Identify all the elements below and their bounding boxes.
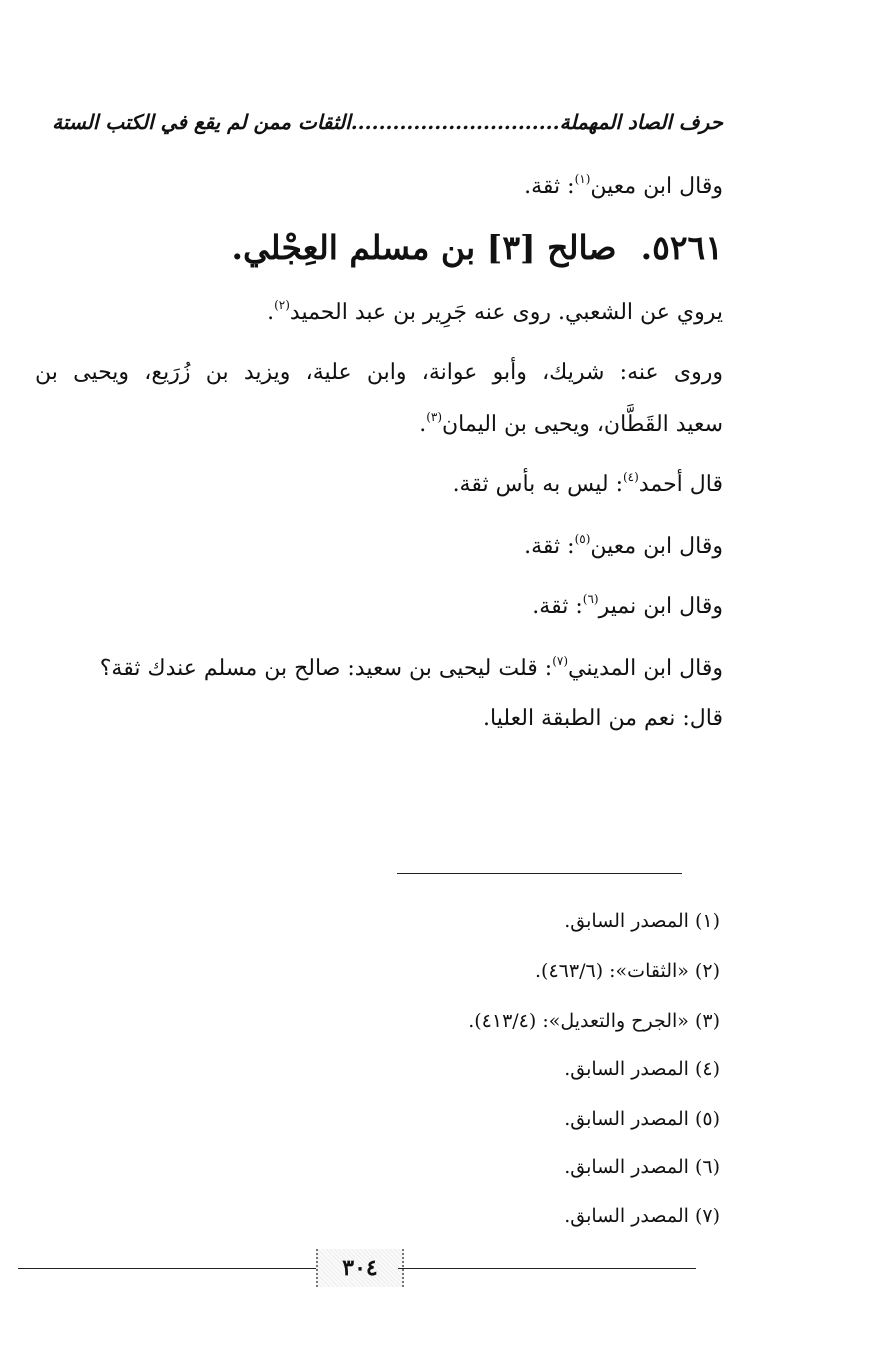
entry-title: صالح [٣] بن مسلم العِجْلي.	[231, 228, 617, 267]
footnote-ref-2: (٢)	[274, 298, 290, 312]
footnote-3: (٣) «الجرح والتعديل»: (٤١٣/٤).	[468, 1010, 720, 1032]
footnote-1: (١) المصدر السابق.	[564, 910, 720, 932]
body-line-5: قال أحمد$^{(٤)}$: ليس به بأس ثقة.	[452, 470, 723, 497]
footnote-ref-4: (٤)	[622, 470, 639, 484]
footnote-4: (٤) المصدر السابق.	[564, 1058, 720, 1080]
footnote-ref-6: (٦)	[582, 592, 599, 606]
header-dots: ..............................	[350, 110, 560, 134]
page-number: ٣٠٤	[316, 1249, 404, 1287]
entry-heading	[232, 228, 723, 267]
running-header	[50, 110, 723, 144]
footnote-2: (٢) «الثقات»: (٤٦٣/٦).	[535, 960, 720, 982]
bottom-rule-right	[398, 1268, 696, 1269]
body-line-3: وروى عنه: شريك، وأبو عوانة، وابن علية، ويزيد بن زُرَيع، ويحيى بن	[35, 360, 723, 385]
header-right-title: الثقات ممن لم يقع في الكتب الستة	[52, 110, 351, 134]
body-line-9: قال: نعم من الطبقة العليا.	[483, 706, 723, 731]
body-line-8: وقال ابن المديني$^{(٧)}$: قلت ليحيى بن سعيد: صالح بن مسلم عندك ثقة؟	[99, 654, 723, 681]
footnote-5: (٥) المصدر السابق.	[564, 1108, 720, 1130]
header-left-title: حرف الصاد المهملة	[559, 110, 723, 134]
bottom-rule-left	[18, 1268, 316, 1269]
body-line-6: وقال ابن معين$^{(٥)}$: ثقة.	[524, 532, 723, 559]
footnote-ref-3: (٣)	[426, 410, 443, 424]
body-line-1: وقال ابن معين$^{(١)}$: ثقة.	[524, 172, 723, 199]
footnote-ref-1: (١)	[574, 172, 591, 186]
entry-number: ٥٢٦١.	[640, 228, 723, 267]
body-line-7: وقال ابن نمير$^{(٦)}$: ثقة.	[532, 592, 723, 619]
footnote-separator	[397, 873, 682, 874]
footnote-ref-7: (٧)	[552, 654, 569, 668]
body-line-2: يروي عن الشعبي. روى عنه جَرِير بن عبد الحميد$^{(٢)}$.	[267, 298, 723, 325]
body-line-4: سعيد القَطَّان، ويحيى بن اليمان$^{(٣)}$.	[419, 410, 723, 437]
footnote-7: (٧) المصدر السابق.	[564, 1205, 720, 1227]
footnote-ref-5: (٥)	[574, 532, 591, 546]
footnote-6: (٦) المصدر السابق.	[564, 1156, 720, 1178]
